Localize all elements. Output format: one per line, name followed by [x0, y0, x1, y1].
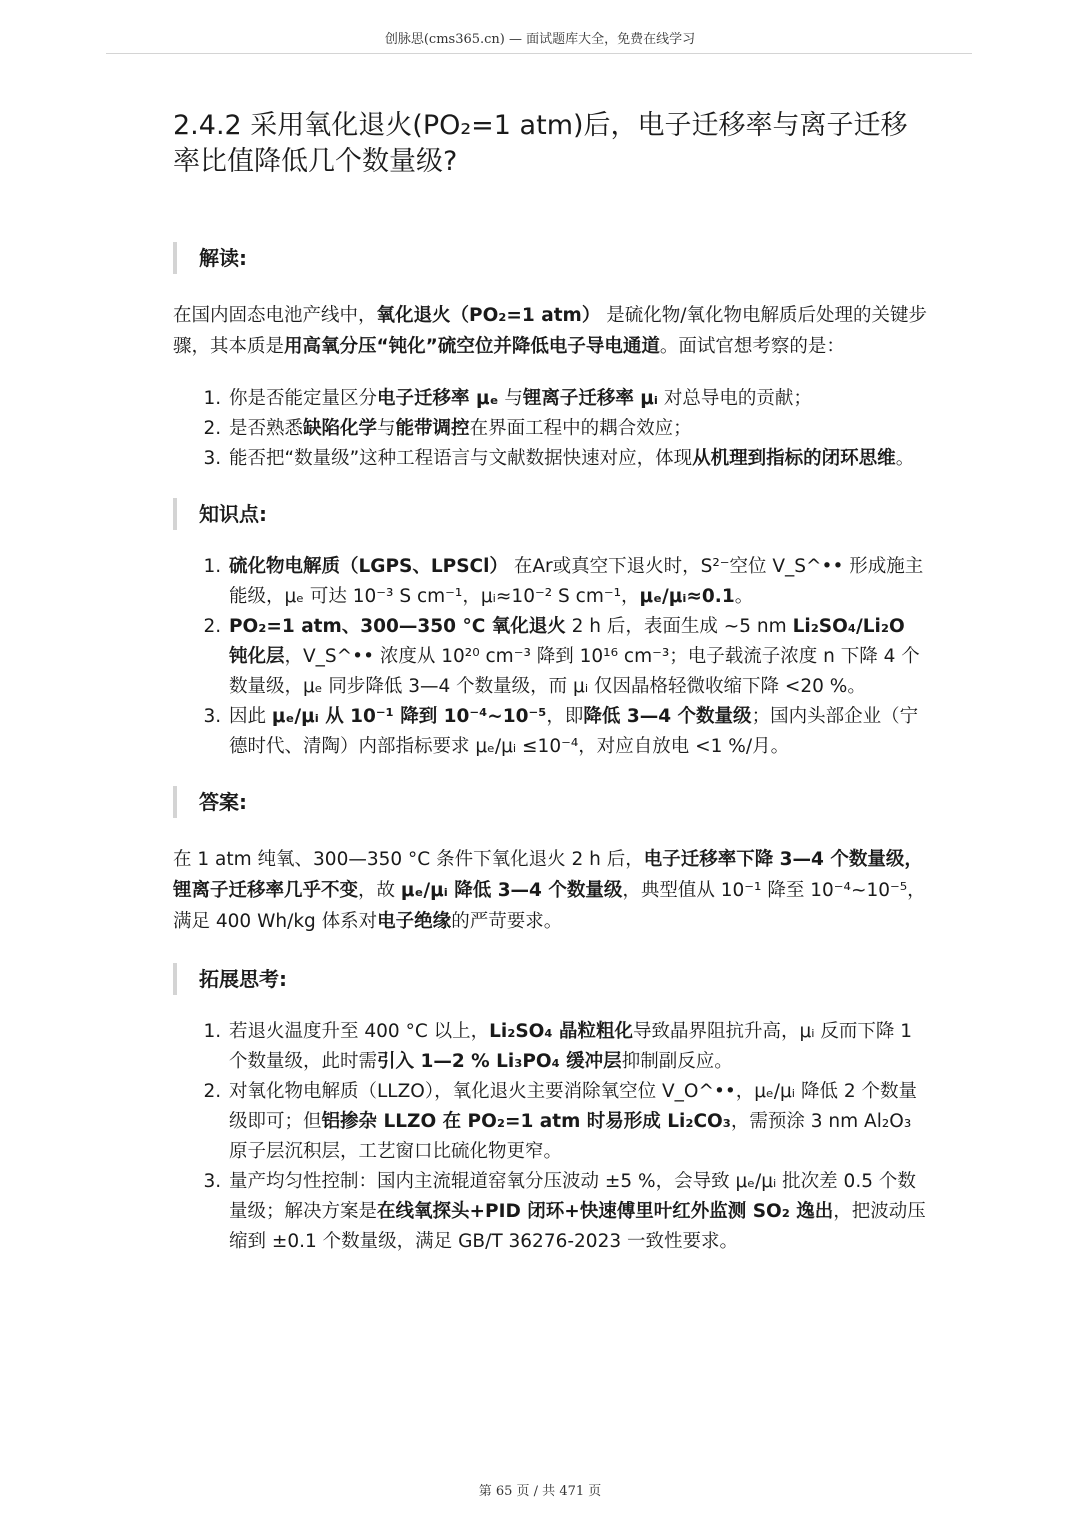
- list-item: 2. PO₂=1 atm、300—350 °C 氧化退火 2 h 后，表面生成 ~5 nm Li₂SO₄/Li₂O 钝化层，V_S^•• 浓度从 10²⁰ cm⁻³ 降到 10¹⁶ cm⁻³；电子载流子浓度 n 下降 4 个数量级，μₑ 同步降低 3—4 个数量级，而 μᵢ 仅因晶格轻微收缩下降 <20 %。: [227, 612, 928, 702]
- question-title: 2.4.2 采用氧化退火(PO₂=1 atm)后，电子迁移率与离子迁移率比值降低几个数量级?: [173, 110, 908, 177]
- article: [173, 108, 928, 1257]
- list-item: 2. 对氧化物电解质（LLZO），氧化退火主要消除氧空位 V_O^••，μₑ/μᵢ 降低 2 个数量级即可；但铝掺杂 LLZO 在 PO₂=1 atm 时易形成 Li₂CO₃，需预涂 3 nm Al₂O₃ 原子层沉积层，工艺窗口比硫化物更窄。: [227, 1077, 928, 1167]
- header-divider: [106, 53, 972, 54]
- list-item: 1. 若退火温度升至 400 °C 以上，Li₂SO₄ 晶粒粗化导致晶界阻抗升高，μᵢ 反而下降 1 个数量级，此时需引入 1—2 % Li₃PO₄ 缓冲层抑制副反应。: [227, 1017, 928, 1077]
- tuozhan-list: [173, 1017, 928, 1257]
- page-header: 创脉思(cms365.cn) — 面试题库大全，免费在线学习: [384, 32, 696, 47]
- daan-paragraph: 在 1 atm 纯氧、300—350 °C 条件下氧化退火 2 h 后，电子迁移率下降 3—4 个数量级，锂离子迁移率几乎不变，故 μₑ/μᵢ 降低 3—4 个数量级，典型值从 10⁻¹ 降至 10⁻⁴~10⁻⁵，满足 400 Wh/kg 体系对电子绝缘的严苛要求。: [173, 849, 926, 932]
- list-item: 3. 能否把“数量级”这种工程语言与文献数据快速对应，体现从机理到指标的闭环思维。: [227, 444, 928, 474]
- jiedu-paragraph: 在国内固态电池产线中，氧化退火（PO₂=1 atm） 是硫化物/氧化物电解质后处理的关键步骤，其本质是用高氧分压“钝化”硫空位并降低电子导电通道。面试官想考察的是：: [173, 305, 927, 357]
- list-item: 2. 是否熟悉缺陷化学与能带调控在界面工程中的耦合效应；: [227, 414, 928, 444]
- zhishi-list: [173, 552, 928, 762]
- page-number: 第 65 页 / 共 471 页: [478, 1484, 602, 1499]
- list-item: 1. 你是否能定量区分电子迁移率 μₑ 与锂离子迁移率 μᵢ 对总导电的贡献；: [227, 384, 928, 414]
- section-heading-jiedu: 解读:: [173, 242, 928, 274]
- list-item: 3. 量产均匀性控制：国内主流辊道窑氧分压波动 ±5 %，会导致 μₑ/μᵢ 批次差 0.5 个数量级；解决方案是在线氧探头+PID 闭环+快速傅里叶红外监测 SO₂ 逸出，把波动压缩到 ±0.1 个数量级，满足 GB/T 36276-2023 一致性要求。: [227, 1167, 928, 1257]
- list-item: 3. 因此 μₑ/μᵢ 从 10⁻¹ 降到 10⁻⁴~10⁻⁵，即降低 3—4 个数量级；国内头部企业（宁德时代、清陶）内部指标要求 μₑ/μᵢ ≤10⁻⁴，对应自放电 <1 %/月。: [227, 702, 928, 762]
- section-heading-tuozhan: 拓展思考:: [173, 963, 928, 995]
- section-heading-zhishi: 知识点:: [173, 498, 928, 530]
- section-heading-daan: 答案:: [173, 786, 928, 818]
- jiedu-list: [173, 384, 928, 474]
- list-item: 1. 硫化物电解质（LGPS、LPSCl） 在Ar或真空下退火时，S²⁻空位 V_S^•• 形成施主能级，μₑ 可达 10⁻³ S cm⁻¹，μᵢ≈10⁻² S cm⁻¹，μₑ/μᵢ≈0.1。: [227, 552, 928, 612]
